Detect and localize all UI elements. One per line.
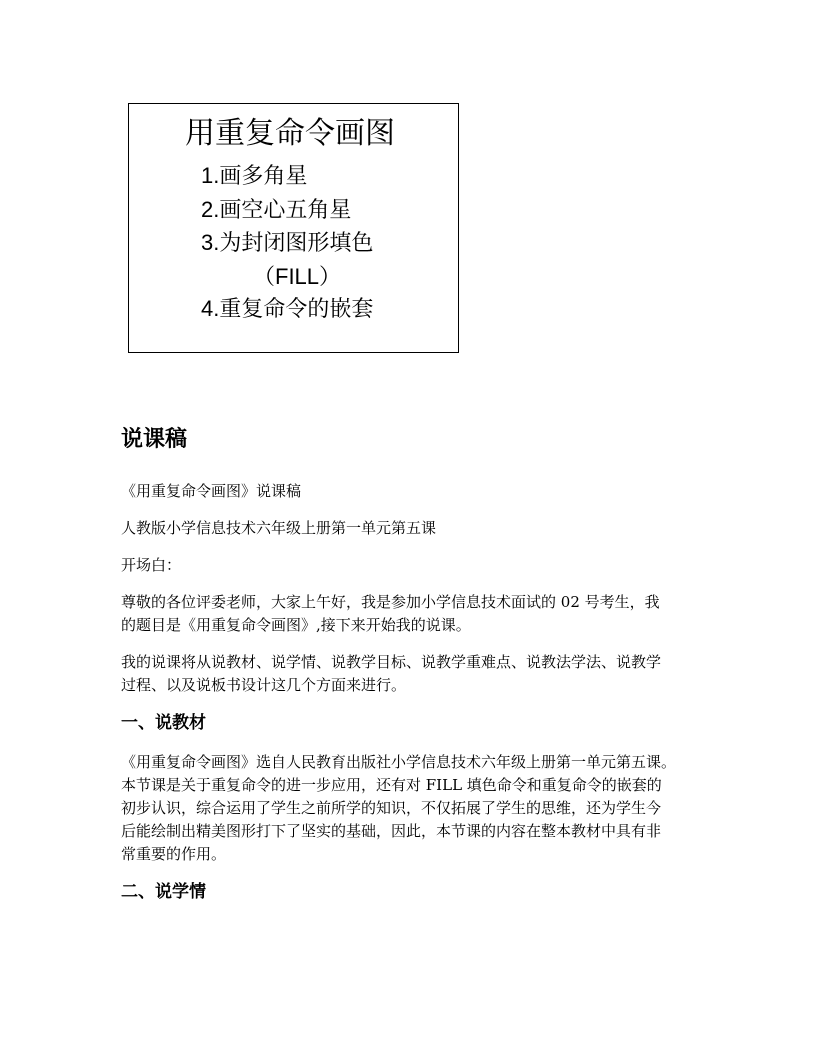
slide-title: 用重复命令画图 [185, 116, 395, 151]
document-body [121, 422, 701, 920]
slide-item-4: 4.重复命令的嵌套 [201, 296, 374, 322]
slide-item-2: 2.画空心五角星 [201, 196, 352, 223]
slide-image [128, 103, 459, 353]
lesson-title: 《用重复命令画图》说课稿 [121, 482, 302, 500]
slide-list [201, 160, 373, 327]
slide-item-3: 3.为封闭图形填色 [201, 230, 374, 256]
slide-item-1: 1.画多角星 [201, 163, 308, 189]
lesson-source: 人教版小学信息技术六年级上册第一单元第五课 [121, 519, 437, 537]
section-heading-textbook: 一、说教材 [121, 713, 206, 733]
opening-label: 开场白： [121, 556, 182, 574]
textbook-paragraph: 《用重复命令画图》选自人民教育出版社小学信息技术六年级上册第一单元第五课。 本节课是关于重复命令的进一步应用，还有对 FILL 填色命令和重复命令的嵌套的 初步认识，综合运用了学生之前所学的知识，不仅拓展了学生的思维，还为学生今 后能绘制出精美图形打下了坚实的基础，因此，本节课的内容在整本教材中具有非 常重要的作用。 [121, 753, 677, 863]
slide-item-3-sub: （FILL） [253, 263, 342, 289]
greeting-paragraph: 尊敬的各位评委老师，大家上午好，我是参加小学信息技术面试的 02 号考生，我 的题目是《用重复命令画图》,接下来开始我的说课。 [121, 593, 660, 634]
section-heading-students: 二、说学情 [121, 882, 206, 902]
outline-paragraph: 我的说课将从说教材、说学情、说教学目标、说教学重难点、说教法学法、说教学 过程、以及说板书设计这几个方面来进行。 [121, 653, 662, 694]
document-title: 说课稿 [121, 427, 188, 452]
